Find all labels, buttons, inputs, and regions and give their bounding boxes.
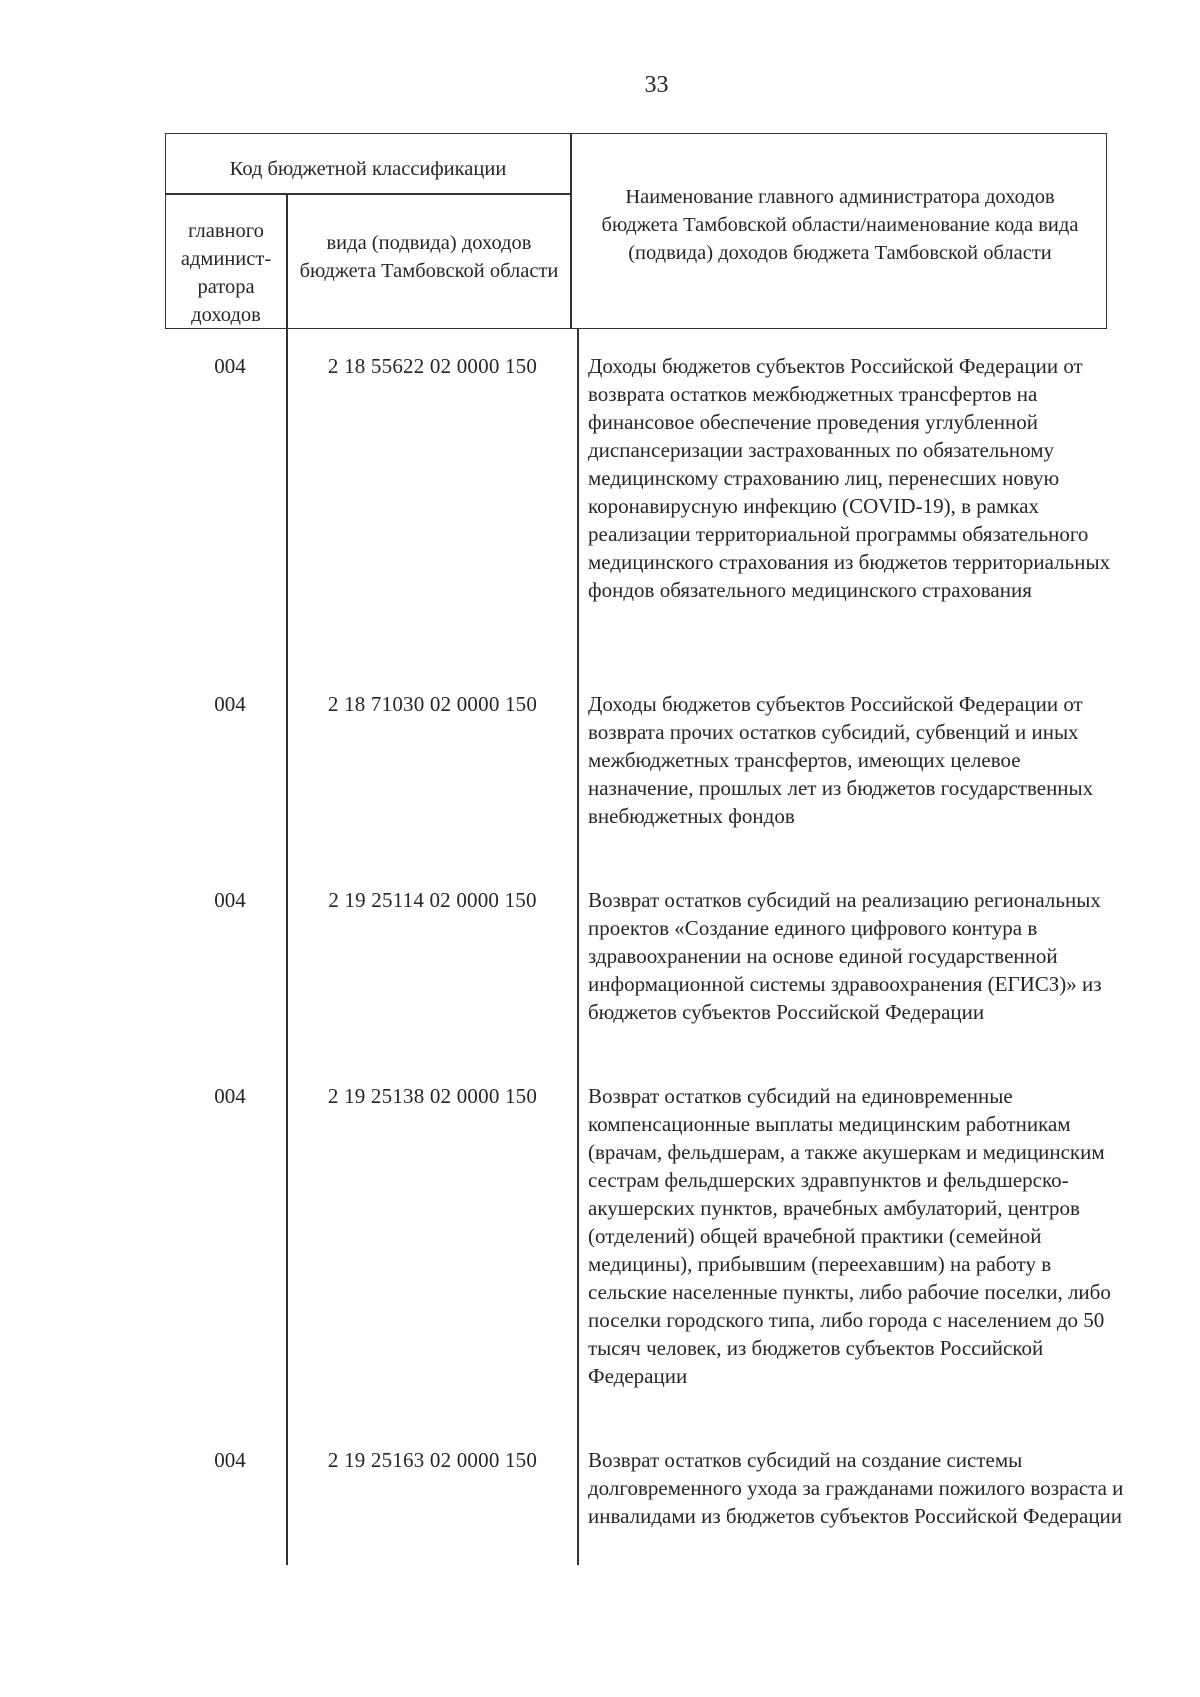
header-col-admin: главного админист-ратора доходов [180, 220, 272, 326]
row-income-code: 2 18 55622 02 0000 150 [327, 354, 538, 378]
header-divider-group [165, 193, 571, 195]
row-income-name: Доходы бюджетов субъектов Российской Федерации от возврата прочих остатков субсидий, субвенций и иных межбюджетных трансфертов, имеющих целевое назначение, прошлых лет из бюджетов государственных внебюджетных фондов [588, 692, 1094, 828]
header-group-title: Код бюджетной классификации [229, 158, 507, 180]
header-col-name: Наименование главного администратора доходов бюджета Тамбовской области/наименование кода вида (подвида) доходов бюджета Тамбовской области [601, 186, 1079, 264]
row-income-name: Возврат остатков субсидий на реализацию региональных проектов «Создание единого цифрового контура в здравоохранении на основе единой государственной информационной системы здравоохранения (ЕГИСЗ)» из бюджетов субъектов Российской Федерации [588, 888, 1102, 1024]
row-income-name: Возврат остатков субсидий на единовременные компенсационные выплаты медицинским работникам (врачам, фельдшерам, а также акушеркам и медицинским сестрам фельдшерских здравпунктов и фельдшерско-акушерских пунктов, врачебных амбулаторий, центров (отделений) общей врачебной практики (семейной медицины), прибывшим (переехавшим) на работу в сельские населенные пункты, либо рабочие поселки, либо поселки городского типа, либо города с населением до 50 тысяч человек, из бюджетов субъектов Российской Федерации [588, 1084, 1111, 1388]
page-number: 33 [644, 72, 669, 98]
row-income-name: Возврат остатков субсидий на создание системы долговременного ухода за гражданами пожилого возраста и инвалидами из бюджетов субъектов Российской Федерации [588, 1448, 1124, 1528]
row-income-code: 2 19 25138 02 0000 150 [327, 1084, 538, 1108]
body-divider-left [286, 329, 288, 1565]
row-income-code: 2 18 71030 02 0000 150 [327, 692, 538, 716]
row-admin-code: 004 [214, 1448, 246, 1472]
header-col-code: вида (подвида) доходов бюджета Тамбовской области [299, 232, 559, 282]
row-income-code: 2 19 25114 02 0000 150 [328, 888, 537, 912]
body-divider-right [577, 329, 579, 1565]
row-admin-code: 004 [214, 1084, 246, 1108]
row-income-name: Доходы бюджетов субъектов Российской Федерации от возврата остатков межбюджетных трансфертов на финансовое обеспечение проведения углубленной диспансеризации застрахованных по обязательному медицинскому страхованию лиц, перенесших новую коронавирусную инфекцию (COVID-19), в рамках реализации территориальной программы обязательного медицинского страхования из бюджетов территориальных фондов обязательного медицинского страхования [588, 354, 1111, 602]
row-income-code: 2 19 25163 02 0000 150 [327, 1448, 538, 1472]
row-admin-code: 004 [214, 888, 246, 912]
header-divider-main [570, 133, 572, 329]
row-admin-code: 004 [214, 692, 246, 716]
header-divider-sub [286, 193, 288, 329]
row-admin-code: 004 [214, 354, 246, 378]
